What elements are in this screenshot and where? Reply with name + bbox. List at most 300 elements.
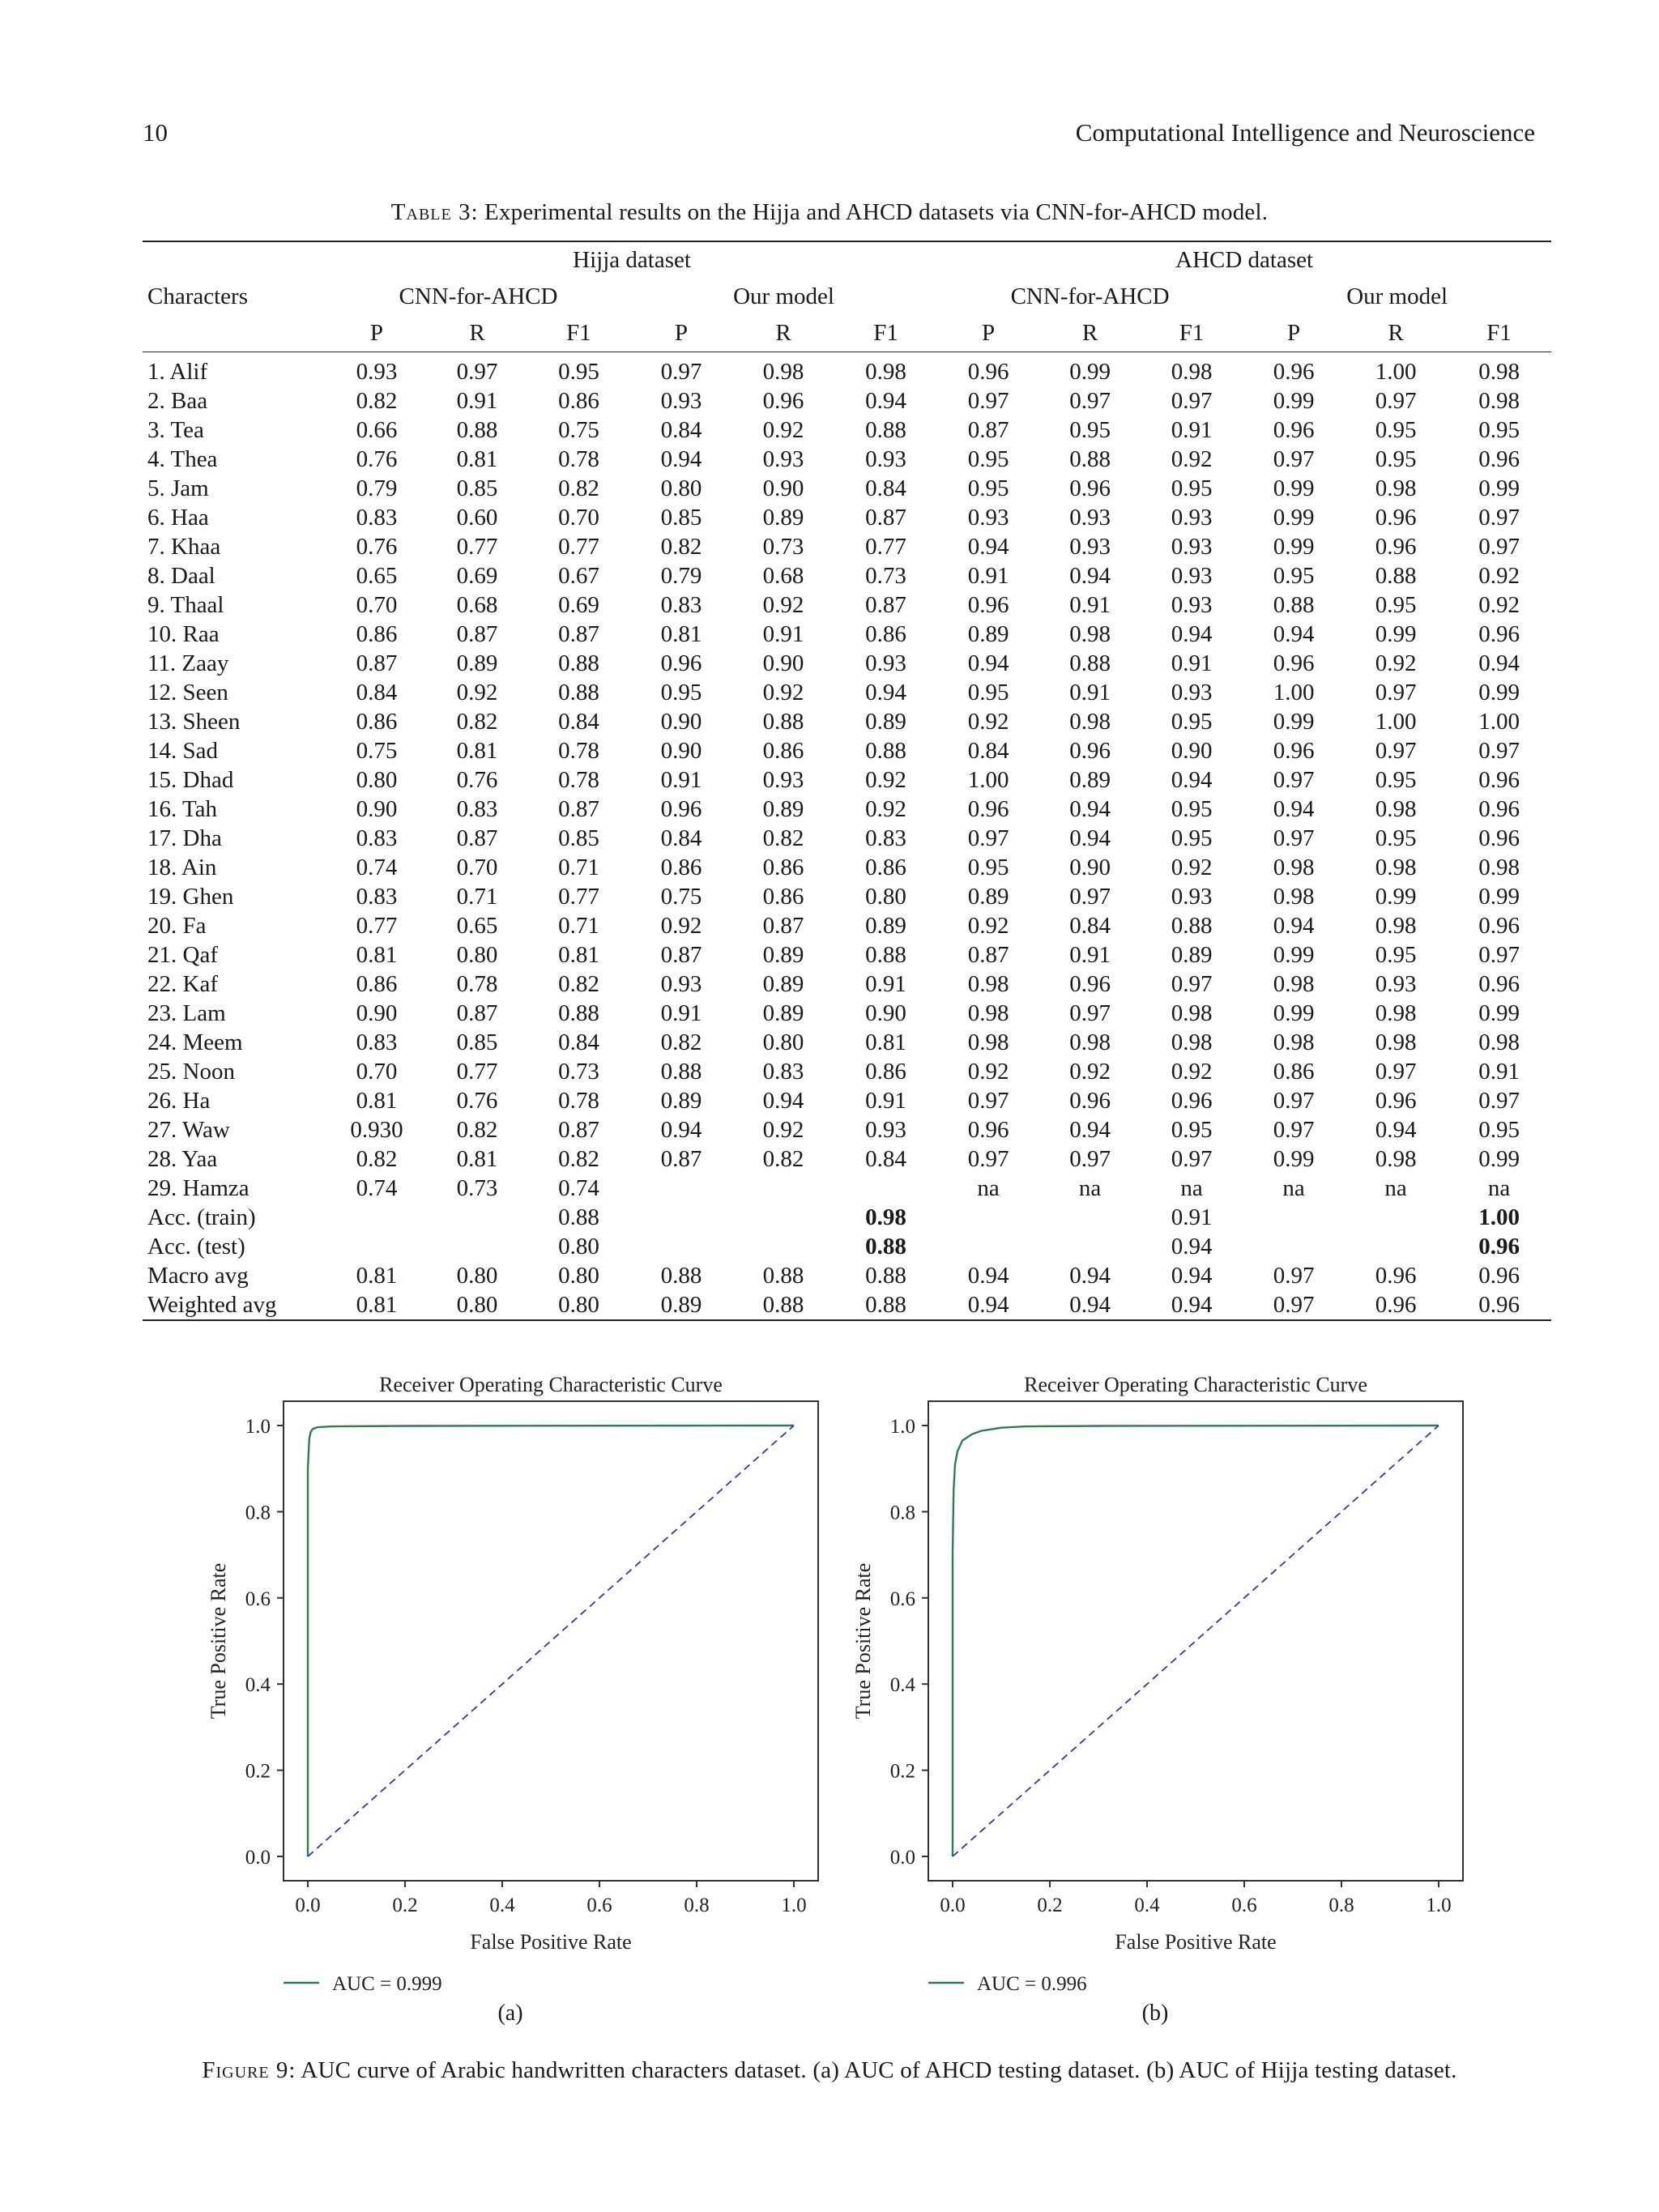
- character-name: 29. Hamza: [147, 1175, 249, 1201]
- metric-cell: 0.94: [1069, 796, 1111, 822]
- metric-cell: 0.96: [1069, 475, 1111, 501]
- metric-cell: 0.71: [456, 884, 498, 910]
- character-name: 23. Lam: [147, 1000, 226, 1026]
- metric-cell: na: [1180, 1175, 1203, 1201]
- figure-caption-text: AUC curve of Arabic handwritten characters dataset. (a) AUC of AHCD testing dataset. (b) AUC of Hijja testing dataset.: [301, 2057, 1457, 2083]
- metric-cell: 0.81: [326, 1290, 427, 1320]
- metric-cell: [732, 1203, 834, 1232]
- metric-cell: 0.93: [865, 1117, 906, 1143]
- character-name: 12. Seen: [147, 680, 228, 705]
- model-header: CNN-for-AHCD: [1010, 283, 1170, 309]
- metric-cell: 0.76: [356, 534, 398, 560]
- metric-cell: 0.90: [762, 475, 804, 501]
- metric-cell: 0.98: [1375, 855, 1417, 880]
- metric-cell: [937, 1203, 1039, 1232]
- metric-cell: 0.97: [1171, 971, 1213, 997]
- metric-cell: 0.97: [1273, 1263, 1315, 1289]
- metric-cell: 0.95: [967, 475, 1009, 501]
- metric-cell: 0.89: [1069, 767, 1111, 793]
- metric-cell: 0.94: [660, 446, 702, 472]
- metric-cell: 0.82: [356, 1146, 398, 1172]
- metric-cell: 0.99: [1273, 505, 1315, 531]
- metric-cell: 0.84: [1069, 913, 1111, 939]
- metric-cell: 1.00: [967, 767, 1009, 793]
- metric-cell: 0.91: [660, 767, 702, 793]
- metric-cell: 0.77: [356, 913, 398, 939]
- metric-cell: 0.89: [967, 884, 1009, 910]
- metric-cell: 0.82: [762, 825, 804, 851]
- metric-cell: 0.93: [762, 446, 804, 472]
- metric-cell: 0.98: [762, 359, 804, 385]
- metric-cell: 0.89: [967, 621, 1009, 647]
- x-tick-label: 0.4: [489, 1894, 515, 1916]
- metric-cell: 0.88: [1069, 446, 1111, 472]
- metric-cell: na: [1384, 1175, 1407, 1201]
- metric-cell: 0.70: [356, 1059, 398, 1085]
- metric-cell: 0.92: [1069, 1059, 1111, 1085]
- metric-cell: 0.83: [762, 1059, 804, 1085]
- metric-cell: 0.89: [1171, 942, 1213, 968]
- metric-cell: 0.78: [456, 971, 498, 997]
- metric-cell: 0.95: [967, 680, 1009, 705]
- panel-label-b: (b): [1141, 2001, 1169, 2026]
- y-tick-label: 1.0: [245, 1416, 271, 1438]
- y-tick-label: 0.0: [889, 1847, 915, 1869]
- metric-cell: 0.87: [865, 592, 906, 618]
- plot-frame: [284, 1401, 818, 1881]
- character-name: 17. Dha: [147, 825, 222, 851]
- metric-cell: 0.95: [1375, 767, 1417, 793]
- metric-cell: 0.97: [967, 1146, 1009, 1172]
- metric-cell: 0.94: [1069, 1263, 1111, 1289]
- metric-cell: [732, 1174, 834, 1203]
- character-name: 25. Noon: [147, 1059, 235, 1085]
- metric-cell: 0.92: [762, 680, 804, 705]
- chance-diagonal-line: [953, 1426, 1439, 1856]
- metric-cell: 0.84: [558, 709, 599, 735]
- character-name: Acc. (test): [147, 1234, 245, 1259]
- metric-cell: 0.92: [762, 592, 804, 618]
- metric-cell: 0.96: [1478, 913, 1520, 939]
- metric-cell: 0.95: [1375, 446, 1417, 472]
- metric-cell: 0.87: [456, 825, 498, 851]
- metric-cell: 0.96: [1069, 738, 1111, 764]
- metric-cell: 0.99: [1478, 680, 1520, 705]
- chart-title: Receiver Operating Characteristic Curve: [379, 1373, 723, 1396]
- metric-cell: 0.84: [967, 738, 1009, 764]
- metric-cell: 0.81: [660, 621, 702, 647]
- metric-cell: 0.96: [1273, 738, 1315, 764]
- metric-cell: 0.75: [356, 738, 398, 764]
- metric-cell: 0.98: [865, 359, 906, 385]
- metric-cell: 0.96: [1375, 1088, 1417, 1114]
- metric-cell: 0.94: [762, 1088, 804, 1114]
- metric-cell: 0.78: [558, 446, 599, 472]
- metric-cell: 0.75: [660, 884, 702, 910]
- character-name: 4. Thea: [147, 446, 218, 472]
- metric-cell: 0.91: [865, 971, 906, 997]
- metric-cell: 0.90: [660, 709, 702, 735]
- metric-cell: 0.94: [1273, 913, 1315, 939]
- characters-header: Characters: [147, 283, 248, 309]
- metric-cell: 0.99: [1273, 475, 1315, 501]
- metric-cell: 0.96: [967, 592, 1009, 618]
- metric-cell: 0.80: [527, 1290, 630, 1320]
- metric-cell: 0.94: [1069, 825, 1111, 851]
- model-header: CNN-for-AHCD: [399, 283, 558, 309]
- metric-cell: 0.88: [558, 680, 599, 705]
- metric-cell: 0.97: [1273, 825, 1315, 851]
- metric-cell: 0.97: [1273, 446, 1315, 472]
- y-tick-label: 0.8: [889, 1502, 915, 1524]
- metric-cell: [1243, 1232, 1345, 1261]
- metric-cell: 0.86: [865, 855, 906, 880]
- metric-cell: 0.95: [967, 855, 1009, 880]
- table-row: [143, 352, 1551, 387]
- metric-cell: 0.91: [660, 1000, 702, 1026]
- x-tick-label: 0.8: [1328, 1894, 1354, 1916]
- metric-cell: 0.93: [967, 505, 1009, 531]
- metric-cell: [630, 1232, 732, 1261]
- metric-cell: 0.88: [865, 942, 906, 968]
- table-row: [143, 999, 1551, 1028]
- metric-cell: 0.78: [558, 767, 599, 793]
- table-row: [143, 620, 1551, 649]
- character-name: 1. Alif: [147, 359, 208, 385]
- metric-cell: 0.76: [456, 1088, 498, 1114]
- metric-cell: 0.88: [1375, 563, 1417, 589]
- metric-cell: 0.82: [456, 709, 498, 735]
- metric-cell: 0.92: [1375, 650, 1417, 676]
- model-header-row: [143, 279, 1551, 315]
- panel-label-a: (a): [497, 2001, 523, 2026]
- metric-cell: 0.94: [1171, 1263, 1213, 1289]
- x-tick-label: 0.2: [392, 1894, 418, 1916]
- metric-cell: 0.98: [1171, 359, 1213, 385]
- metric-cell: [937, 1232, 1039, 1261]
- metric-cell: 0.97: [1069, 884, 1111, 910]
- metric-cell: 0.98: [865, 1204, 906, 1230]
- metric-cell: 0.73: [558, 1059, 599, 1085]
- metric-cell: 0.99: [1273, 534, 1315, 560]
- table-caption-label: Table 3:: [390, 199, 479, 225]
- metric-cell: 0.81: [865, 1029, 906, 1055]
- character-name: 18. Ain: [147, 855, 217, 880]
- y-axis-label: True Positive Rate: [851, 1562, 875, 1720]
- metric-cell: 0.65: [356, 563, 398, 589]
- metric-cell: 0.94: [865, 388, 906, 414]
- character-name: 7. Khaa: [147, 534, 221, 560]
- table-row: [143, 445, 1551, 474]
- metric-cell: 0.94: [660, 1117, 702, 1143]
- metric-cell: 0.84: [660, 417, 702, 443]
- metric-cell: 0.99: [1069, 359, 1111, 385]
- metric-cell: 0.86: [356, 621, 398, 647]
- metric-cell: 0.92: [1478, 563, 1520, 589]
- metric-cell: 0.86: [660, 855, 702, 880]
- model-header: Our model: [1346, 283, 1448, 309]
- metric-header: R: [427, 315, 527, 352]
- metric-cell: 0.95: [1478, 417, 1520, 443]
- metric-cell: 0.86: [356, 971, 398, 997]
- metric-cell: 0.97: [1273, 1117, 1315, 1143]
- metric-cell: 0.98: [1375, 1000, 1417, 1026]
- metric-cell: 0.88: [1171, 913, 1213, 939]
- metric-cell: 0.74: [356, 855, 398, 880]
- character-name: Macro avg: [147, 1263, 249, 1289]
- metric-cell: 0.95: [1171, 796, 1213, 822]
- metric-cell: 0.87: [660, 942, 702, 968]
- metric-cell: 0.96: [967, 796, 1009, 822]
- table-row: [143, 795, 1551, 824]
- x-tick-label: 0.6: [1231, 1894, 1257, 1916]
- dataset-header-row: [143, 241, 1551, 279]
- metric-cell: 0.80: [558, 1234, 599, 1259]
- metric-cell: 0.81: [456, 446, 498, 472]
- metric-cell: 0.96: [1069, 971, 1111, 997]
- character-name: 21. Qaf: [147, 942, 218, 968]
- roc-chart-a: [162, 1364, 859, 2036]
- metric-cell: 0.73: [865, 563, 906, 589]
- metric-cell: 0.95: [1171, 1117, 1213, 1143]
- metric-cell: 0.70: [356, 592, 398, 618]
- metric-cell: 0.95: [1273, 563, 1315, 589]
- metric-cell: 0.97: [1375, 388, 1417, 414]
- metric-cell: 0.80: [762, 1029, 804, 1055]
- metric-cell: 0.96: [1478, 971, 1520, 997]
- metric-cell: 0.92: [456, 680, 498, 705]
- metric-cell: 0.76: [456, 767, 498, 793]
- metric-cell: 0.98: [1375, 475, 1417, 501]
- y-tick-label: 0.6: [889, 1588, 915, 1610]
- metric-cell: 0.96: [1375, 1263, 1417, 1289]
- metric-cell: 0.94: [1171, 621, 1213, 647]
- metric-cell: 0.90: [356, 796, 398, 822]
- table-row: [143, 1057, 1551, 1086]
- metric-cell: 0.96: [660, 650, 702, 676]
- metric-cell: 0.86: [356, 709, 398, 735]
- metric-cell: 0.96: [1478, 796, 1520, 822]
- plot-frame: [928, 1401, 1463, 1881]
- metric-cell: 0.96: [1273, 650, 1315, 676]
- metric-cell: 0.80: [456, 1263, 498, 1289]
- metric-cell: 0.77: [865, 534, 906, 560]
- metric-cell: 0.95: [558, 359, 599, 385]
- metric-cell: 0.88: [732, 1290, 834, 1320]
- roc-chart-a-svg: [162, 1364, 859, 1996]
- header-blank: [143, 241, 326, 279]
- metric-cell: 0.87: [356, 650, 398, 676]
- metric-cell: 0.97: [1375, 680, 1417, 705]
- metric-header-row: [143, 315, 1551, 352]
- metric-cell: 0.87: [558, 621, 599, 647]
- metric-cell: 0.97: [967, 825, 1009, 851]
- x-tick-label: 0.0: [295, 1894, 321, 1916]
- metric-cell: 0.94: [967, 1263, 1009, 1289]
- metric-cell: 0.92: [762, 417, 804, 443]
- metric-cell: 0.75: [558, 417, 599, 443]
- metric-cell: 0.97: [1069, 388, 1111, 414]
- metric-cell: 0.80: [356, 767, 398, 793]
- metric-cell: 0.89: [762, 1000, 804, 1026]
- metric-cell: 0.88: [762, 709, 804, 735]
- table-row: [143, 1086, 1551, 1115]
- metric-cell: 0.87: [456, 621, 498, 647]
- metric-cell: 0.98: [1375, 1029, 1417, 1055]
- page-number: 10: [143, 118, 168, 147]
- character-name: 14. Sad: [147, 738, 218, 764]
- metric-cell: 0.84: [660, 825, 702, 851]
- metric-cell: 0.96: [1478, 767, 1520, 793]
- metric-cell: 0.85: [456, 475, 498, 501]
- metric-cell: 0.92: [967, 709, 1009, 735]
- character-name: 24. Meem: [147, 1029, 243, 1055]
- table-row: [143, 649, 1551, 678]
- metric-cell: 0.78: [558, 1088, 599, 1114]
- metric-cell: 0.94: [1069, 1117, 1111, 1143]
- metric-cell: 0.98: [1171, 1029, 1213, 1055]
- character-name: Acc. (train): [147, 1204, 256, 1230]
- character-name: 2. Baa: [147, 388, 208, 414]
- table-row: [143, 970, 1551, 999]
- table-caption: [0, 199, 1659, 226]
- metric-cell: 0.89: [762, 796, 804, 822]
- metric-cell: 0.89: [630, 1290, 732, 1320]
- table-row: [143, 1028, 1551, 1057]
- table-row: [143, 474, 1551, 503]
- metric-cell: 0.87: [967, 942, 1009, 968]
- metric-cell: 0.86: [1273, 1059, 1315, 1085]
- metric-cell: 0.69: [456, 563, 498, 589]
- metric-cell: 0.89: [865, 913, 906, 939]
- metric-cell: 0.97: [1478, 534, 1520, 560]
- table-row: [143, 736, 1551, 765]
- metric-cell: 0.69: [558, 592, 599, 618]
- metric-cell: 0.99: [1273, 1000, 1315, 1026]
- character-name: 8. Daal: [147, 563, 215, 589]
- metric-cell: 0.92: [1171, 855, 1213, 880]
- metric-cell: 0.98: [1478, 1029, 1520, 1055]
- metric-cell: 0.96: [1273, 417, 1315, 443]
- table-row: [143, 1203, 1551, 1232]
- character-name: 5. Jam: [147, 475, 209, 501]
- metric-cell: 0.97: [1069, 1146, 1111, 1172]
- metric-cell: 0.88: [558, 1000, 599, 1026]
- metric-cell: 0.65: [456, 913, 498, 939]
- metric-header: P: [630, 315, 732, 352]
- metric-header: R: [1039, 315, 1141, 352]
- metric-cell: 0.98: [1375, 796, 1417, 822]
- metric-cell: 0.73: [456, 1175, 498, 1201]
- metric-cell: 0.83: [356, 825, 398, 851]
- metric-cell: 0.97: [1375, 1059, 1417, 1085]
- metric-cell: 0.88: [456, 417, 498, 443]
- metric-cell: 0.96: [1273, 359, 1315, 385]
- metric-cell: 0.92: [865, 796, 906, 822]
- metric-cell: 0.82: [558, 1146, 599, 1172]
- x-axis-label: False Positive Rate: [470, 1930, 632, 1954]
- metric-cell: 0.91: [762, 621, 804, 647]
- chart-title: Receiver Operating Characteristic Curve: [1024, 1373, 1367, 1396]
- table-row: [143, 853, 1551, 882]
- metric-cell: 0.98: [1273, 855, 1315, 880]
- metric-cell: 0.89: [660, 1088, 702, 1114]
- x-tick-label: 0.4: [1134, 1894, 1160, 1916]
- x-tick-label: 1.0: [1426, 1894, 1452, 1916]
- y-tick-label: 0.4: [245, 1674, 271, 1697]
- metric-header: F1: [1447, 315, 1551, 352]
- metric-cell: 1.00: [1478, 1204, 1520, 1230]
- metric-cell: 0.91: [1069, 942, 1111, 968]
- metric-cell: 0.97: [1273, 1088, 1315, 1114]
- metric-cell: 0.93: [865, 446, 906, 472]
- metric-cell: 0.68: [456, 592, 498, 618]
- metric-cell: 0.80: [456, 942, 498, 968]
- character-name: 20. Fa: [147, 913, 207, 939]
- metric-cell: 0.99: [1273, 388, 1315, 414]
- metric-cell: 0.93: [1375, 971, 1417, 997]
- metric-cell: 0.77: [456, 534, 498, 560]
- character-name: 16. Tah: [147, 796, 218, 822]
- table-row: [143, 911, 1551, 940]
- metric-cell: 0.73: [762, 534, 804, 560]
- metric-cell: 0.83: [865, 825, 906, 851]
- metric-cell: 0.89: [762, 505, 804, 531]
- metric-cell: 0.90: [1171, 738, 1213, 764]
- metric-cell: 0.96: [1478, 1263, 1520, 1289]
- metric-cell: 0.90: [356, 1000, 398, 1026]
- metric-cell: 0.95: [1375, 417, 1417, 443]
- metric-cell: 0.91: [967, 563, 1009, 589]
- metric-cell: 0.84: [865, 475, 906, 501]
- metric-cell: 0.78: [558, 738, 599, 764]
- metric-cell: 0.88: [865, 417, 906, 443]
- metric-cell: 0.95: [1171, 475, 1213, 501]
- metric-cell: 0.94: [967, 650, 1009, 676]
- metric-cell: 0.79: [660, 563, 702, 589]
- metric-cell: [1345, 1232, 1447, 1261]
- metric-cell: 0.87: [558, 1117, 599, 1143]
- metric-cell: 0.68: [762, 563, 804, 589]
- metric-cell: 0.98: [1273, 971, 1315, 997]
- metric-cell: 0.74: [356, 1175, 398, 1201]
- metric-cell: 0.98: [967, 971, 1009, 997]
- metric-cell: 0.95: [1478, 1117, 1520, 1143]
- header-blank: [143, 315, 326, 352]
- metric-cell: 0.91: [1171, 417, 1213, 443]
- metric-cell: 1.00: [1375, 709, 1417, 735]
- metric-cell: 0.91: [456, 388, 498, 414]
- table-row: [143, 765, 1551, 795]
- metric-cell: 0.87: [967, 417, 1009, 443]
- metric-cell: 0.94: [1478, 650, 1520, 676]
- table-row: [143, 678, 1551, 707]
- metric-cell: na: [1282, 1175, 1305, 1201]
- metric-cell: 0.98: [1069, 621, 1111, 647]
- y-tick-label: 0.2: [889, 1760, 915, 1783]
- metric-cell: 0.88: [865, 738, 906, 764]
- results-table: [143, 241, 1551, 1321]
- figure-caption-label: Figure 9:: [202, 2057, 296, 2083]
- metric-cell: 0.79: [356, 475, 398, 501]
- metric-cell: 0.80: [660, 475, 702, 501]
- y-tick-label: 0.0: [245, 1847, 271, 1869]
- metric-cell: 0.97: [456, 359, 498, 385]
- metric-cell: 0.92: [1171, 1059, 1213, 1085]
- metric-cell: 0.81: [356, 942, 398, 968]
- character-name: 9. Thaal: [147, 592, 224, 618]
- metric-cell: 0.91: [1069, 680, 1111, 705]
